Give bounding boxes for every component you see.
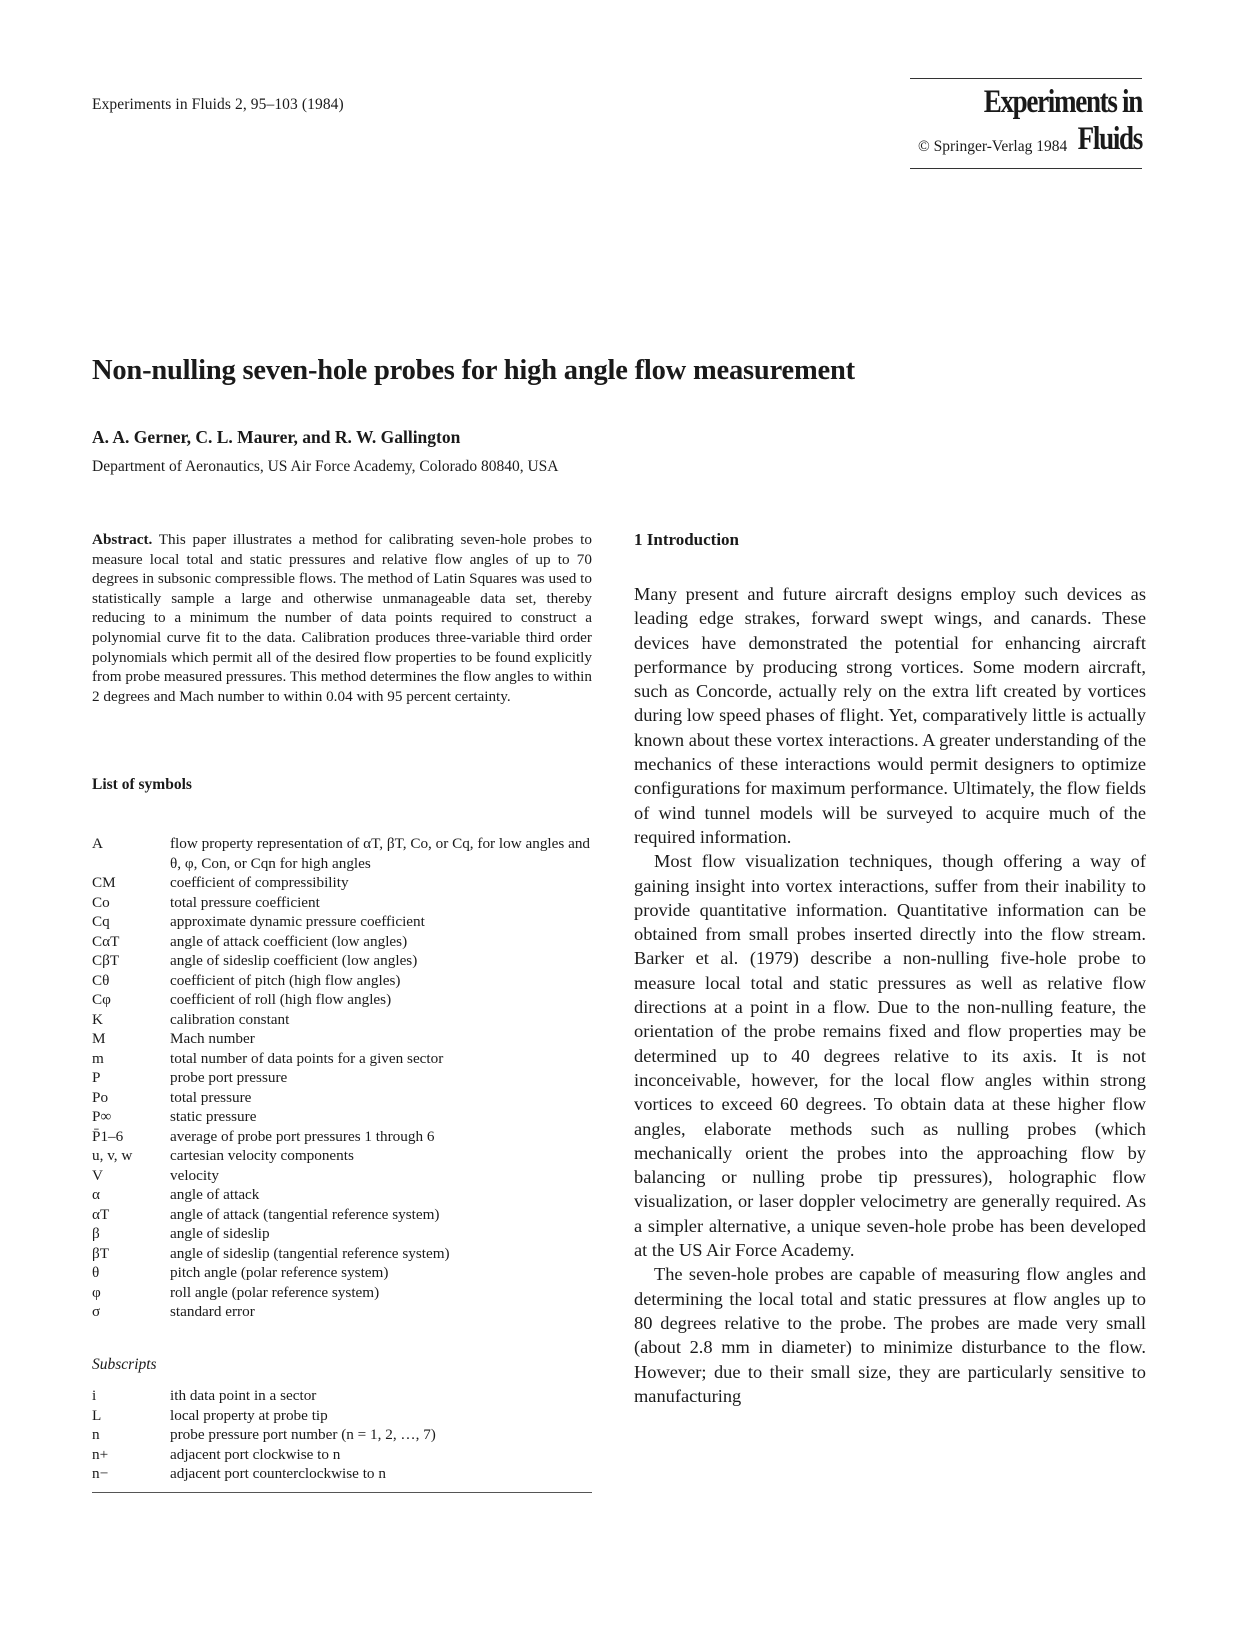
symbol-row bbox=[92, 1263, 592, 1283]
column-bottom-rule bbox=[92, 1492, 592, 1493]
symbol-row bbox=[92, 1283, 592, 1303]
symbol: CαT bbox=[92, 932, 120, 950]
symbol-definition: angle of attack bbox=[170, 1186, 260, 1203]
symbol-definition: velocity bbox=[170, 1166, 219, 1184]
symbol-row bbox=[92, 1185, 592, 1205]
symbol-definition: probe port pressure bbox=[170, 1069, 288, 1086]
symbol: u, v, w bbox=[92, 1147, 133, 1164]
symbol-definition: roll angle (polar reference system) bbox=[170, 1283, 380, 1301]
symbol-definition: coefficient of pitch (high flow angles) bbox=[170, 971, 401, 989]
symbol: β bbox=[92, 1225, 100, 1242]
subscript-row bbox=[92, 1464, 592, 1484]
symbol-definition: coefficient of roll (high flow angles) bbox=[170, 991, 392, 1008]
symbol-definition: static pressure bbox=[170, 1108, 257, 1125]
symbol-row bbox=[92, 1049, 592, 1069]
symbol: Co bbox=[92, 893, 110, 911]
brand-rule-bottom bbox=[910, 168, 1142, 169]
subscript-row bbox=[92, 1386, 592, 1406]
symbol: V bbox=[92, 1166, 103, 1184]
symbol-definition: flow property representation of αT, βT, Co, or Cq, for low angles and θ, φ, Con, or Cqn for high angles bbox=[170, 835, 591, 872]
symbols-heading: List of symbols bbox=[92, 776, 192, 793]
introduction-paragraph: Most flow visualization techniques, though offering a way of gaining insight into vortex interactions, suffer from their inability to provide quantitative information. Quantitative information can be obtained from small probes inserted directly into the flow stream. Barker et al. (1979) describe a non-nulling five-hole probe to measure local total and static pressures as well as relative flow directions at a point in a flow. Due to the non-nulling feature, the orientation of the probe remains fixed and flow properties may be determined up to 40 degrees relative to its axis. It is not inconceivable, however, for the local flow angles within strong vortices to exceed 60 degrees. To obtain data at these higher flow angles, elaborate methods such as nulling probes (which mechanically orient the probes into the approaching flow by balancing or nulling probe tip pressures), holographic flow visualization, or laser doppler velocimetry are generally required. As a simpler alternative, a unique seven-hole probe has been developed at the US Air Force Academy. bbox=[634, 851, 1146, 1261]
symbol-row bbox=[92, 1068, 592, 1088]
symbol: P∞ bbox=[92, 1108, 112, 1125]
symbol: CM bbox=[92, 874, 116, 891]
abstract-label: Abstract. bbox=[92, 531, 153, 548]
symbol-row bbox=[92, 912, 592, 932]
introduction-body bbox=[634, 582, 1146, 1408]
subscript-definition: local property at probe tip bbox=[170, 1406, 328, 1424]
brand-rule-top bbox=[910, 78, 1142, 79]
affiliation: Department of Aeronautics, US Air Force Academy, Colorado 80840, USA bbox=[92, 458, 559, 475]
symbol-row bbox=[92, 971, 592, 991]
symbol-definition: total pressure coefficient bbox=[170, 893, 320, 911]
symbol-row bbox=[92, 951, 592, 971]
symbol-definition: angle of attack coefficient (low angles) bbox=[170, 932, 408, 950]
symbol: αT bbox=[92, 1205, 110, 1223]
symbol-definition: coefficient of compressibility bbox=[170, 874, 349, 891]
symbol: M bbox=[92, 1030, 106, 1047]
symbol: θ bbox=[92, 1264, 100, 1281]
symbol: Cq bbox=[92, 913, 110, 930]
subscripts-list bbox=[92, 1386, 592, 1484]
symbol-row bbox=[92, 1088, 592, 1108]
symbol-definition: standard error bbox=[170, 1303, 255, 1320]
symbol-row bbox=[92, 893, 592, 913]
subscript-definition: ith data point in a sector bbox=[170, 1387, 317, 1404]
symbol: Cφ bbox=[92, 991, 111, 1008]
symbol: CβT bbox=[92, 952, 120, 969]
symbol: A bbox=[92, 835, 103, 852]
symbol: Cθ bbox=[92, 971, 110, 989]
subscript: n− bbox=[92, 1465, 109, 1482]
symbol: βT bbox=[92, 1244, 110, 1262]
abstract-text: This paper illustrates a method for calibrating seven-hole probes to measure local total and static pressures and relative flow angles of up to 70 degrees in subsonic compressible flows. The method of Latin Squares was used to statistically sample a large and otherwise unmanageable data set, thereby reducing to a minimum the number of data points required to construct a polynomial curve fit to the data. Calibration produces three-variable third order polynomials which permit all of the desired flow properties to be found explicitly from probe measured pressures. This method determines the flow angles to within 2 degrees and Mach number to within 0.04 with 95 percent certainty. bbox=[92, 531, 592, 705]
symbol-definition: total pressure bbox=[170, 1088, 252, 1106]
symbol: K bbox=[92, 1010, 103, 1028]
introduction-paragraph: Many present and future aircraft designs employ such devices as leading edge strakes, forward swept wings, and canards. These devices have demonstrated the potential for enhancing aircraft performance by producing strong vortices. Some modern aircraft, such as Concorde, actually rely on the extra lift created by vortices during low speed phases of flight. Yet, comparatively little is actually known about these vortex interactions. A greater understanding of the mechanics of these interactions would permit designers to optimize configurations for maximum performance. Ultimately, the flow fields of wind tunnel models will be surveyed to acquire much of the required information. bbox=[634, 584, 1146, 847]
symbol-row bbox=[92, 1224, 592, 1244]
subscript: n bbox=[92, 1426, 100, 1443]
journal-brand: Experiments in Fluids bbox=[983, 84, 1142, 157]
introduction-heading: 1 Introduction bbox=[634, 530, 740, 549]
symbol-row bbox=[92, 834, 592, 873]
symbol: m bbox=[92, 1049, 104, 1067]
symbol: α bbox=[92, 1186, 100, 1203]
subscripts-heading: Subscripts bbox=[92, 1356, 157, 1373]
subscript-definition: adjacent port clockwise to n bbox=[170, 1445, 341, 1463]
subscript: L bbox=[92, 1406, 102, 1424]
paper-title: Non-nulling seven-hole probes for high angle flow measurement bbox=[92, 355, 855, 386]
symbol-definition: calibration constant bbox=[170, 1010, 290, 1028]
symbol: σ bbox=[92, 1303, 101, 1320]
journal-reference: Experiments in Fluids 2, 95–103 (1984) bbox=[92, 96, 344, 113]
symbol-row bbox=[92, 873, 592, 893]
symbol-definition: angle of sideslip bbox=[170, 1225, 270, 1242]
subscript: n+ bbox=[92, 1445, 109, 1463]
symbol-definition: angle of sideslip (tangential reference system) bbox=[170, 1244, 450, 1262]
symbol: φ bbox=[92, 1283, 101, 1301]
subscript-row bbox=[92, 1445, 592, 1465]
symbol-row bbox=[92, 1244, 592, 1264]
symbol-definition: average of probe port pressures 1 through 6 bbox=[170, 1127, 435, 1145]
symbol-row bbox=[92, 1302, 592, 1322]
subscript-definition: probe pressure port number (n = 1, 2, …, 7) bbox=[170, 1426, 436, 1443]
subscript-row bbox=[92, 1425, 592, 1445]
symbol-row bbox=[92, 1029, 592, 1049]
symbol-row bbox=[92, 1107, 592, 1127]
subscript-definition: adjacent port counterclockwise to n bbox=[170, 1465, 386, 1482]
symbol-row bbox=[92, 990, 592, 1010]
introduction-paragraph: The seven-hole probes are capable of measuring flow angles and determining the local total and static pressures at flow angles up to 80 degrees relative to the probe. The probes are made very small (about 2.8 mm in diameter) to minimize disturbance to the flow. However; due to their small size, they are particularly sensitive to manufacturing bbox=[634, 1264, 1146, 1406]
symbol: P bbox=[92, 1069, 101, 1086]
symbol-row bbox=[92, 932, 592, 952]
symbol-row bbox=[92, 1127, 592, 1147]
subscript-row bbox=[92, 1406, 592, 1426]
symbols-list bbox=[92, 834, 592, 1322]
copyright-notice: © Springer-Verlag 1984 bbox=[918, 138, 1068, 155]
symbol: Po bbox=[92, 1088, 109, 1106]
authors: A. A. Gerner, C. L. Maurer, and R. W. Gallington bbox=[92, 427, 461, 447]
subscript: i bbox=[92, 1387, 97, 1404]
symbol-row bbox=[92, 1205, 592, 1225]
symbol-definition: pitch angle (polar reference system) bbox=[170, 1264, 389, 1281]
symbol-definition: cartesian velocity components bbox=[170, 1147, 354, 1164]
symbol-row bbox=[92, 1166, 592, 1186]
symbol-definition: total number of data points for a given sector bbox=[170, 1049, 444, 1067]
symbol-definition: angle of attack (tangential reference system) bbox=[170, 1205, 440, 1223]
symbol: P̄1–6 bbox=[92, 1127, 124, 1145]
symbol-definition: approximate dynamic pressure coefficient bbox=[170, 913, 425, 930]
abstract bbox=[92, 530, 592, 706]
symbol-definition: angle of sideslip coefficient (low angles) bbox=[170, 952, 418, 969]
symbol-row bbox=[92, 1010, 592, 1030]
symbol-definition: Mach number bbox=[170, 1030, 255, 1047]
symbol-row bbox=[92, 1146, 592, 1166]
